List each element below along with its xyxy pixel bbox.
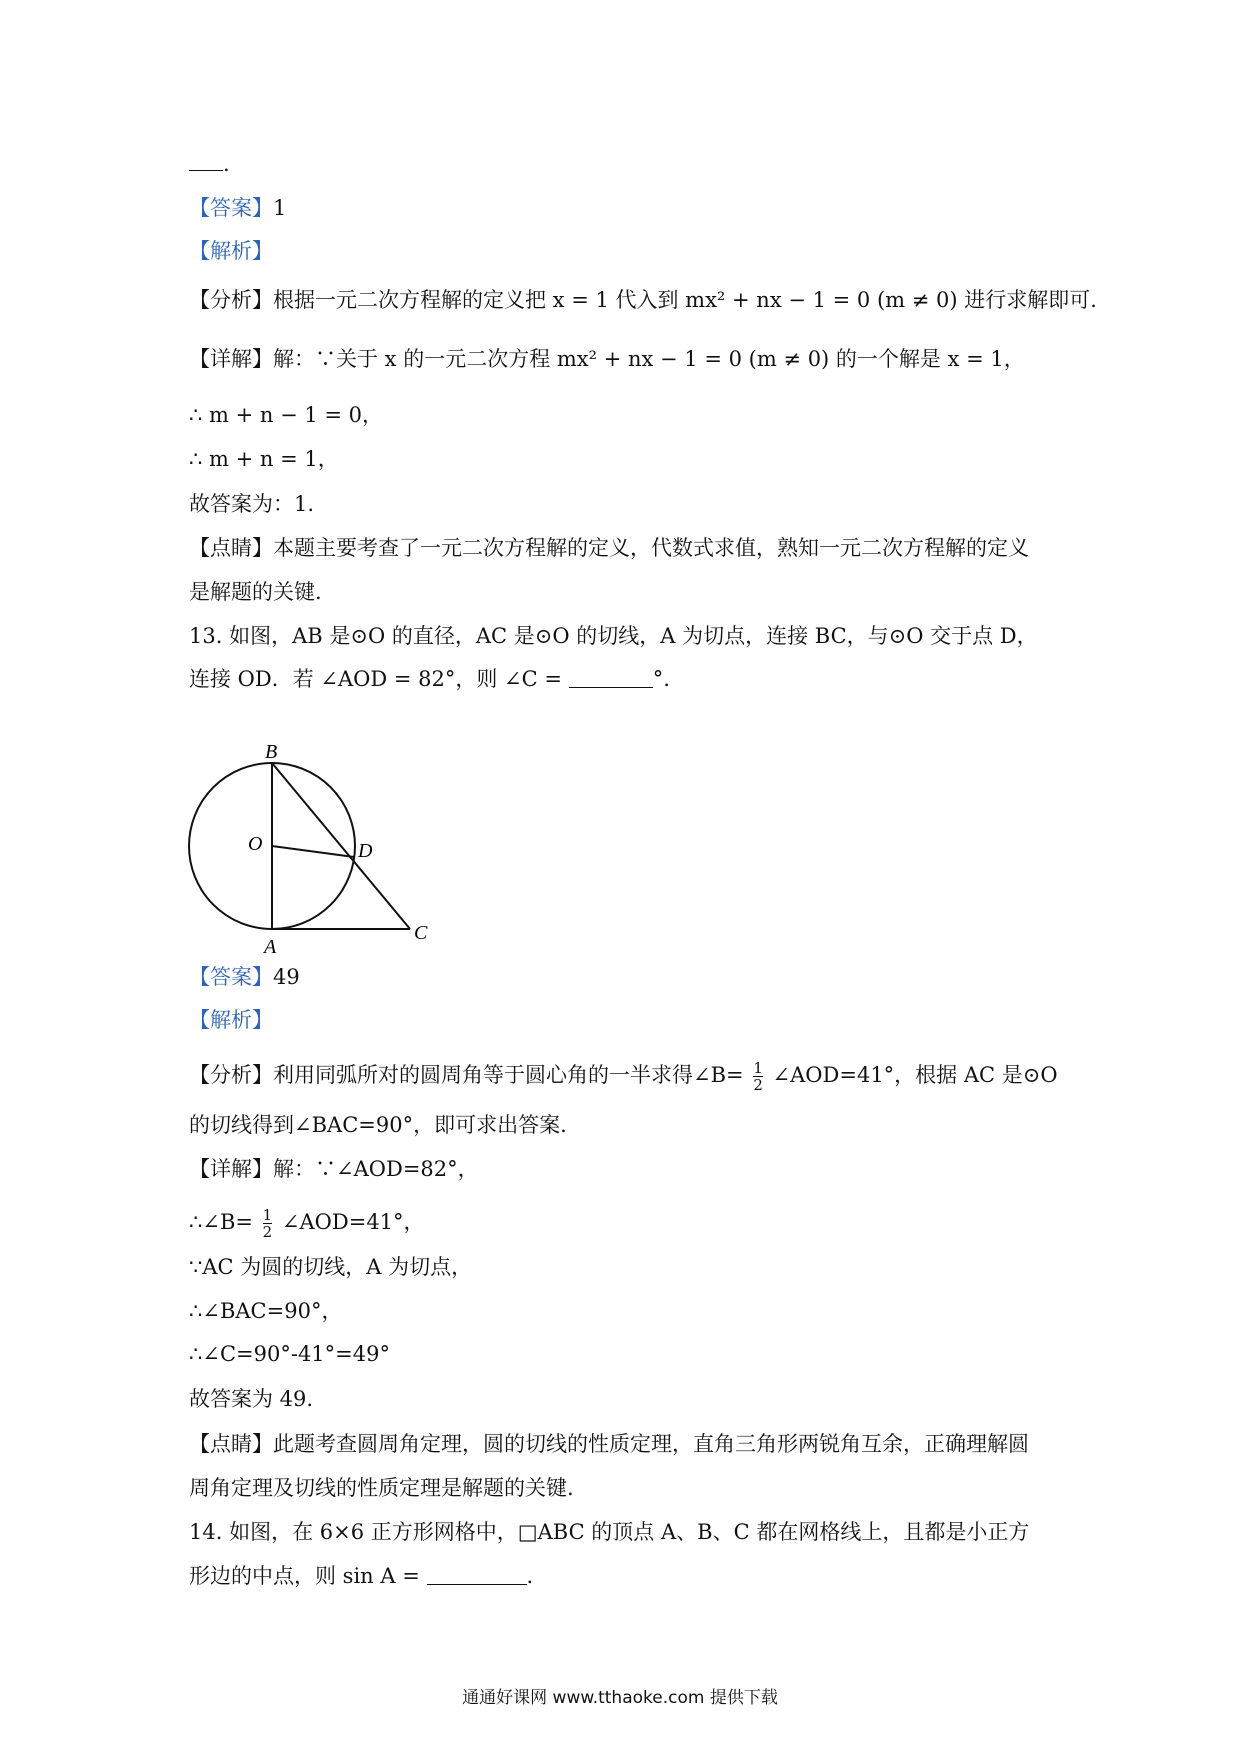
q12-analysis-label: 【解析】: [189, 239, 273, 263]
q12-step1: ∴ m + n − 1 = 0，: [189, 403, 384, 427]
q13-step2: ∵AC 为圆的切线，A 为切点，: [189, 1255, 473, 1279]
q14-stem-1: 14. 如图，在 6×6 正方形网格中，□ABC 的顶点 A、B、C 都在网格线上，且都是小正方: [189, 1520, 1030, 1544]
q12-dianjing-2: 是解题的关键.: [189, 580, 322, 604]
q13-xiangjie: 【详解】解：∵∠AOD=82°，: [189, 1157, 479, 1181]
q13-fenxi-2: 的切线得到∠BAC=90°，即可求出答案.: [189, 1113, 567, 1137]
label-o: O: [248, 833, 263, 855]
q13-step3: ∴∠BAC=90°，: [189, 1299, 343, 1323]
q12-answer: 【答案】1: [189, 196, 287, 220]
q14-stem-2: 形边的中点，则 sin A = .: [189, 1564, 534, 1588]
q12-fenxi: 【分析】根据一元二次方程解的定义把 x = 1 代入到 mx² + nx − 1 = 0 (m ≠ 0) 进行求解即可.: [189, 288, 1097, 312]
q13-fenxi-1: 【分析】利用同弧所对的圆周角等于圆心角的一半求得∠B= $\frac{1}{2}$ ∠AOD=41°，根据 AC 是⊙O: [189, 1059, 1058, 1094]
fraction-half: $\frac{1}{2}$: [262, 1206, 273, 1241]
answer-blank: [189, 152, 223, 171]
page-footer: 通通好课网 www.tthaoke.com 提供下载: [462, 1688, 778, 1708]
answer-blank: [569, 667, 653, 688]
q12-step2: ∴ m + n = 1，: [189, 447, 339, 471]
label-c: C: [414, 922, 428, 944]
q13-stem-1: 13. 如图，AB 是⊙O 的直径，AC 是⊙O 的切线，A 为切点，连接 BC，与⊙O 交于点 D，: [189, 624, 1038, 648]
segment-bc: [272, 763, 410, 929]
circle-tangent-figure: [180, 740, 440, 960]
label-b: B: [265, 741, 278, 763]
answer-blank: [427, 1564, 527, 1585]
q12-result: 故答案为：1.: [189, 492, 315, 516]
q13-answer: 【答案】49: [189, 965, 300, 989]
q13-analysis-label: 【解析】: [189, 1008, 273, 1032]
q13-dianjing-2: 周角定理及切线的性质定理是解题的关键.: [189, 1476, 574, 1500]
label-a: A: [264, 936, 277, 958]
q12-xiangjie: 【详解】解：∵关于 x 的一元二次方程 mx² + nx − 1 = 0 (m ≠ 0) 的一个解是 x = 1，: [189, 347, 1025, 371]
q12-dianjing-1: 【点睛】本题主要考查了一元二次方程解的定义，代数式求值，熟知一元二次方程解的定义: [189, 536, 1029, 560]
fraction-half: $\frac{1}{2}$: [753, 1059, 763, 1094]
q13-step1: ∴∠B= $\frac{1}{2}$ ∠AOD=41°，: [189, 1206, 425, 1241]
q13-dianjing-1: 【点睛】此题考查圆周角定理，圆的切线的性质定理，直角三角形两锐角互余，正确理解圆: [189, 1432, 1029, 1456]
label-d: D: [358, 840, 373, 862]
q12-blank-tail: .: [189, 150, 230, 178]
q13-result: 故答案为 49.: [189, 1387, 314, 1411]
q13-stem-2: 连接 OD．若 ∠AOD = 82°，则 ∠C = °.: [189, 667, 670, 691]
q13-step4: ∴∠C=90°-41°=49°: [189, 1342, 390, 1366]
